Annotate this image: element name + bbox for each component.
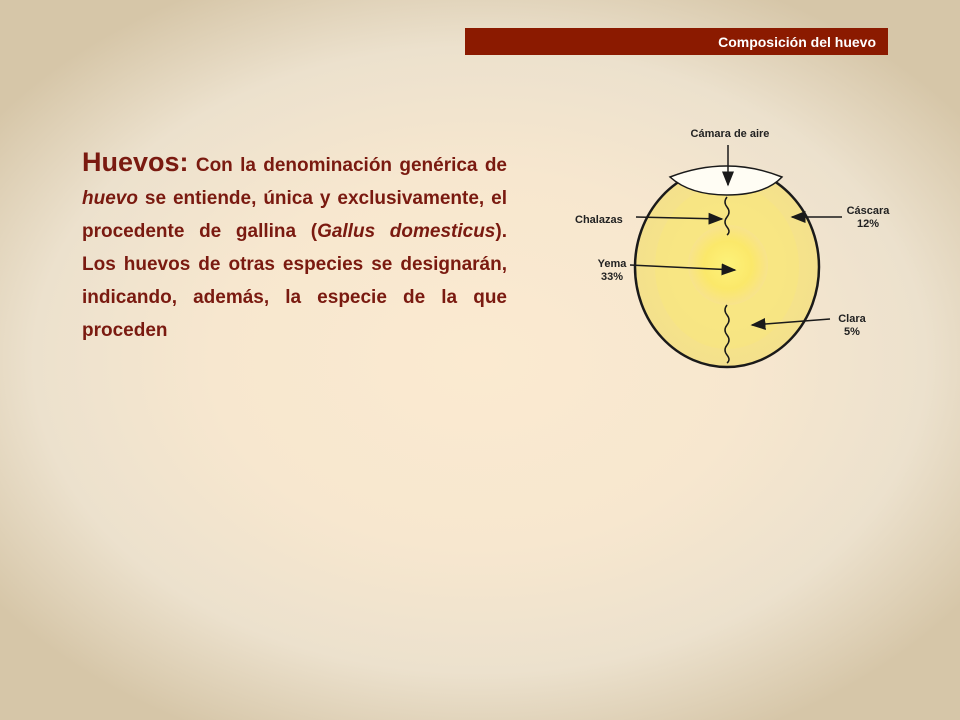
text-part-1: Con la denominación genérica de [188,155,507,176]
label-chalazas: Chalazas [575,214,623,226]
text-part-2: se entiende, única y exclusivamente, el procedente de gallina ( [82,188,507,242]
egg-diagram [560,115,900,385]
label-air-cell: Cámara de aire [690,128,770,140]
text-part-3: ). Los huevos de otras especies se designarán, indicando, además, la especie de la que proceden [82,221,507,341]
definition-paragraph [82,146,507,347]
header-title-bar [465,28,888,55]
label-white: Clara [838,313,866,325]
yolk-shape [688,225,768,305]
label-white-pct: 5% [844,326,860,338]
header-title: Composición del huevo [718,33,876,50]
text-italic-species: Gallus domesticus [317,221,496,242]
label-yolk-pct: 33% [600,271,624,283]
term-heading: Huevos: [82,147,189,177]
text-italic-huevo: huevo [82,188,138,209]
label-shell-pct: 12% [856,218,880,230]
label-shell: Cáscara [846,205,890,217]
label-yolk: Yema [597,258,627,270]
